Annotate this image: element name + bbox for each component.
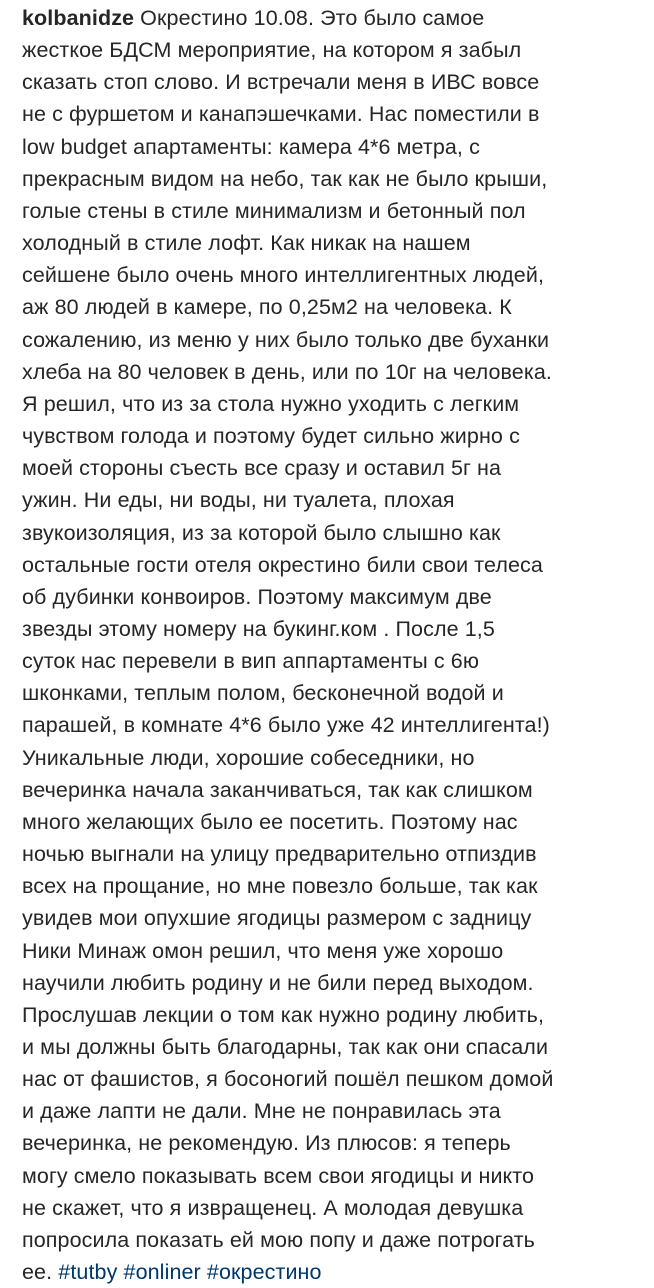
caption-line: всех на прощание, но мне повезло больше, так как bbox=[22, 874, 538, 899]
caption-line: жесткое БДСМ мероприятие, на котором я забыл bbox=[22, 38, 522, 63]
caption-line: звукоизоляция, из за которой было слышно как bbox=[22, 520, 501, 545]
caption-line: чувством голода и поэтому будет сильно жирно с bbox=[22, 424, 520, 449]
caption-first-line bbox=[22, 2, 646, 34]
caption-line: сейшене было очень много интеллигентных людей, bbox=[22, 263, 545, 288]
caption-line: Прослушав лекции о том как нужно родину любить, bbox=[22, 1002, 545, 1027]
caption-text: Окрестино 10.08. Это было самое bbox=[134, 6, 485, 30]
caption-line: шконками, теплым полом, бесконечной водой и bbox=[22, 681, 504, 706]
caption-line: не с фуршетом и канапэшечками. Нас поместили в bbox=[22, 102, 540, 127]
caption-line: ночью выгнали на улицу предварительно отпиздив bbox=[22, 842, 537, 867]
caption-line: увидев мои опухшие ягодицы размером с задницу bbox=[22, 906, 532, 931]
caption-line: голые стены в стиле минимализм и бетонный пол bbox=[22, 198, 526, 223]
caption-line: звезды этому номеру на букинг.ком . После 1,5 bbox=[22, 616, 495, 641]
caption-line: нас от фашистов, я босоногий пошёл пешком домой bbox=[22, 1067, 554, 1092]
caption-line: сожалению, из меню у них было только две буханки bbox=[22, 327, 550, 352]
caption-line: не скажет, что я извращенец. А молодая девушка bbox=[22, 1195, 524, 1220]
caption-line: и мы должны быть благодарны, так как они спасали bbox=[22, 1035, 549, 1059]
caption-line: суток нас перевели в вип аппартаменты с 6ю bbox=[22, 649, 480, 674]
caption-line: научили любить родину и не били перед выходом. bbox=[22, 970, 534, 995]
caption-line: хлеба на 80 человек в день, или по 10г на человека. bbox=[22, 359, 552, 384]
caption-line: попросила показать ей мою попу и даже потрогать bbox=[22, 1227, 535, 1252]
caption-last-line bbox=[22, 1256, 646, 1288]
caption-line: прекрасным видом на небо, так как не было крыши, bbox=[22, 166, 548, 191]
caption-line: Уникальные люди, хорошие собеседники, но bbox=[22, 745, 475, 770]
caption-line: Я решил, что из за стола нужно уходить с легким bbox=[22, 391, 520, 416]
hashtag-link-onliner[interactable]: #onliner bbox=[123, 1260, 201, 1285]
caption-line: холодный в стиле лофт. Как никак на нашем bbox=[22, 231, 471, 256]
caption-line: low budget апартаменты: камера 4*6 метра, с bbox=[22, 134, 480, 159]
hashtag-link-okrestino[interactable]: #окрестино bbox=[206, 1260, 322, 1285]
caption-line: парашей, в комнате 4*6 было уже 42 интеллигента!) bbox=[22, 713, 550, 738]
caption-line: ужин. Ни еды, ни воды, ни туалета, плохая bbox=[22, 488, 455, 513]
caption-line: вечеринка начала заканчиваться, так как слишком bbox=[22, 777, 533, 802]
caption-line: сказать стоп слово. И встречали меня в ИВС вовсе bbox=[22, 70, 540, 95]
caption-line: остальные гости отеля окрестино били свои телеса bbox=[22, 552, 543, 577]
caption-line: вечеринка, не рекомендую. Из плюсов: я теперь bbox=[22, 1131, 511, 1156]
caption-text: ее. bbox=[22, 1260, 59, 1285]
caption-line: много желающих было ее посетить. Поэтому нас bbox=[22, 809, 518, 834]
caption-line: Ники Минаж омон решил, что меня уже хорошо bbox=[22, 938, 504, 963]
username-link[interactable]: kolbanidze bbox=[22, 6, 135, 30]
caption-line: аж 80 людей в камере, по 0,25м2 на человека. К bbox=[22, 295, 512, 320]
caption-line: об дубинки конвоиров. Поэтому максимум две bbox=[22, 584, 492, 609]
caption-line: и даже лапти не дали. Мне не понравилась эта bbox=[22, 1099, 501, 1124]
caption-line: могу смело показывать всем свои ягодицы и никто bbox=[22, 1163, 535, 1188]
hashtag-link-tutby[interactable]: #tutby bbox=[58, 1260, 118, 1285]
caption-line: моей стороны съесть все сразу и оставил 5г на bbox=[22, 456, 502, 481]
